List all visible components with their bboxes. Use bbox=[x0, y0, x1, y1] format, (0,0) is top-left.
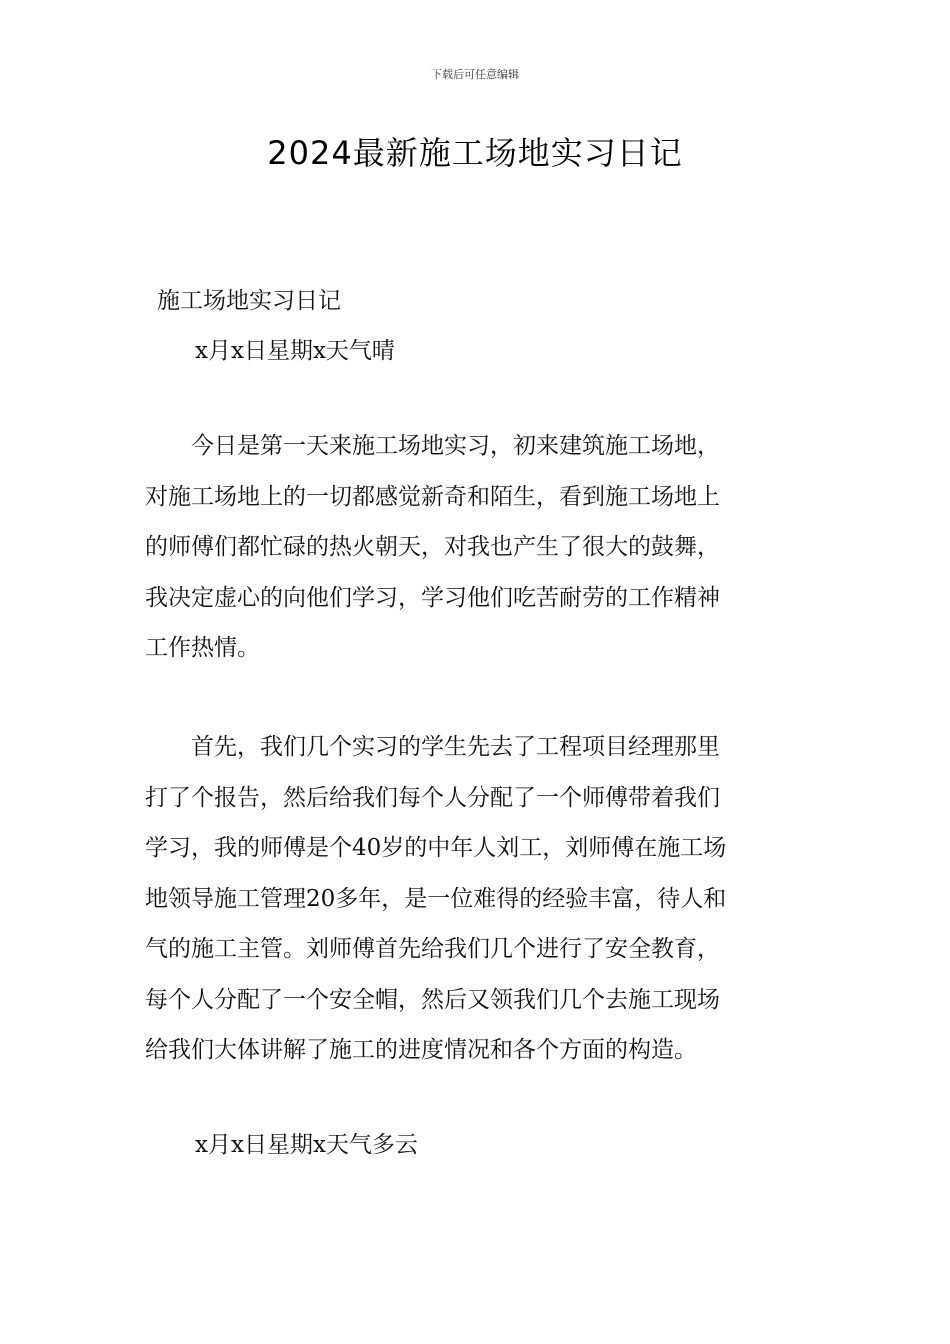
paragraph-line: 的师傅们都忙碌的热火朝天，对我也产生了很大的鼓舞， bbox=[145, 534, 720, 560]
header-note: 下载后可任意编辑 bbox=[431, 68, 519, 81]
page-title: 2024最新施工场地实习日记 bbox=[267, 134, 683, 172]
paragraph-line: 给我们大体讲解了施工的进度情况和各个方面的构造。 bbox=[145, 1037, 697, 1063]
paragraph-line: 今日是第一天来施工场地实习，初来建筑施工场地， bbox=[145, 433, 720, 459]
paragraph-line: 每个人分配了一个安全帽，然后又领我们几个去施工现场 bbox=[145, 986, 720, 1013]
document-subtitle: 施工场地实习日记 bbox=[157, 288, 341, 314]
paragraph-line: 对施工场地上的一切都感觉新奇和陌生，看到施工场地上 bbox=[145, 483, 720, 510]
entry-date-1: x月x日星期x天气晴 bbox=[195, 338, 395, 364]
paragraph-line: 我决定虚心的向他们学习，学习他们吃苦耐劳的工作精神 bbox=[145, 584, 720, 611]
paragraph-2 bbox=[145, 722, 815, 1076]
paragraph-line: 气的施工主管。刘师傅首先给我们几个进行了安全教育， bbox=[145, 936, 720, 962]
paragraph-line: 工作热情。 bbox=[145, 635, 260, 661]
entry-date-2: x月x日星期x天气多云 bbox=[195, 1132, 418, 1158]
paragraph-1 bbox=[145, 421, 815, 674]
paragraph-line: 地领导施工管理20多年，是一位难得的经验丰富，待人和 bbox=[145, 885, 727, 912]
paragraph-line: 首先，我们几个实习的学生先去了工程项目经理那里 bbox=[145, 734, 720, 760]
paragraph-line: 学习，我的师傅是个40岁的中年人刘工，刘师傅在施工场 bbox=[145, 835, 727, 861]
paragraph-line: 打了个报告，然后给我们每个人分配了一个师傅带着我们 bbox=[145, 784, 720, 811]
